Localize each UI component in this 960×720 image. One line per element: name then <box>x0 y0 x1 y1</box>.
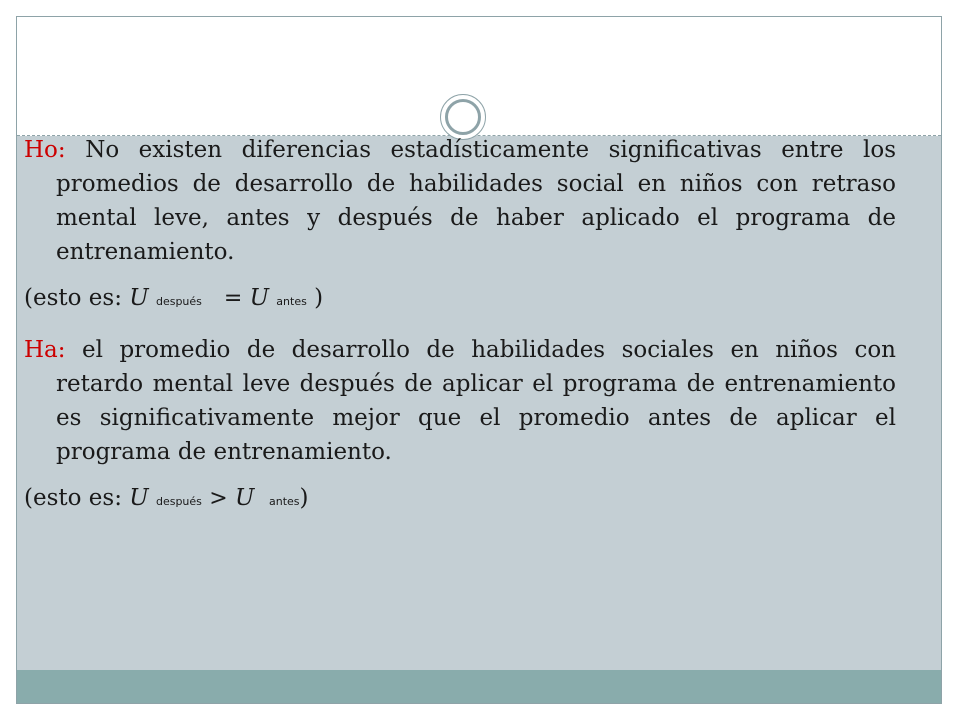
mu-symbol: U <box>234 485 255 511</box>
alternative-hypothesis-label: Ha: <box>24 337 66 363</box>
greater-than-operator: > <box>209 486 228 511</box>
formula-suffix: ) <box>299 485 309 511</box>
subscript-despues: después <box>155 495 202 508</box>
subscript-antes: antes <box>268 495 300 508</box>
subscript-despues: después <box>155 295 202 308</box>
alternative-hypothesis-formula <box>24 481 896 519</box>
mu-symbol: U <box>249 285 269 311</box>
null-hypothesis-text: No existen diferencias estadísticamente significativas entre los promedios de desarrollo de habilidades social en niños con retraso mental leve, antes y después de haber aplicado el programa de entrenamiento. <box>56 137 897 265</box>
hypotheses-text <box>24 133 896 533</box>
null-hypothesis-formula <box>24 281 896 319</box>
equals-operator: = <box>223 286 243 311</box>
formula-suffix: ) <box>314 285 324 311</box>
footer-bar <box>17 670 941 703</box>
subscript-antes: antes <box>276 295 307 308</box>
alternative-hypothesis <box>24 333 896 469</box>
null-hypothesis-label: Ho: <box>24 137 66 163</box>
mu-symbol: U <box>129 285 149 311</box>
mu-symbol: U <box>129 485 149 511</box>
formula-prefix: (esto es: <box>24 285 122 311</box>
formula-prefix: (esto es: <box>24 485 122 511</box>
null-hypothesis <box>24 133 896 269</box>
alternative-hypothesis-text: el promedio de desarrollo de habilidades sociales en niños con retardo mental leve después de aplicar el programa de entrenamiento es significativamente mejor que el promedio antes de aplicar el programa de entrenamiento. <box>56 337 897 465</box>
